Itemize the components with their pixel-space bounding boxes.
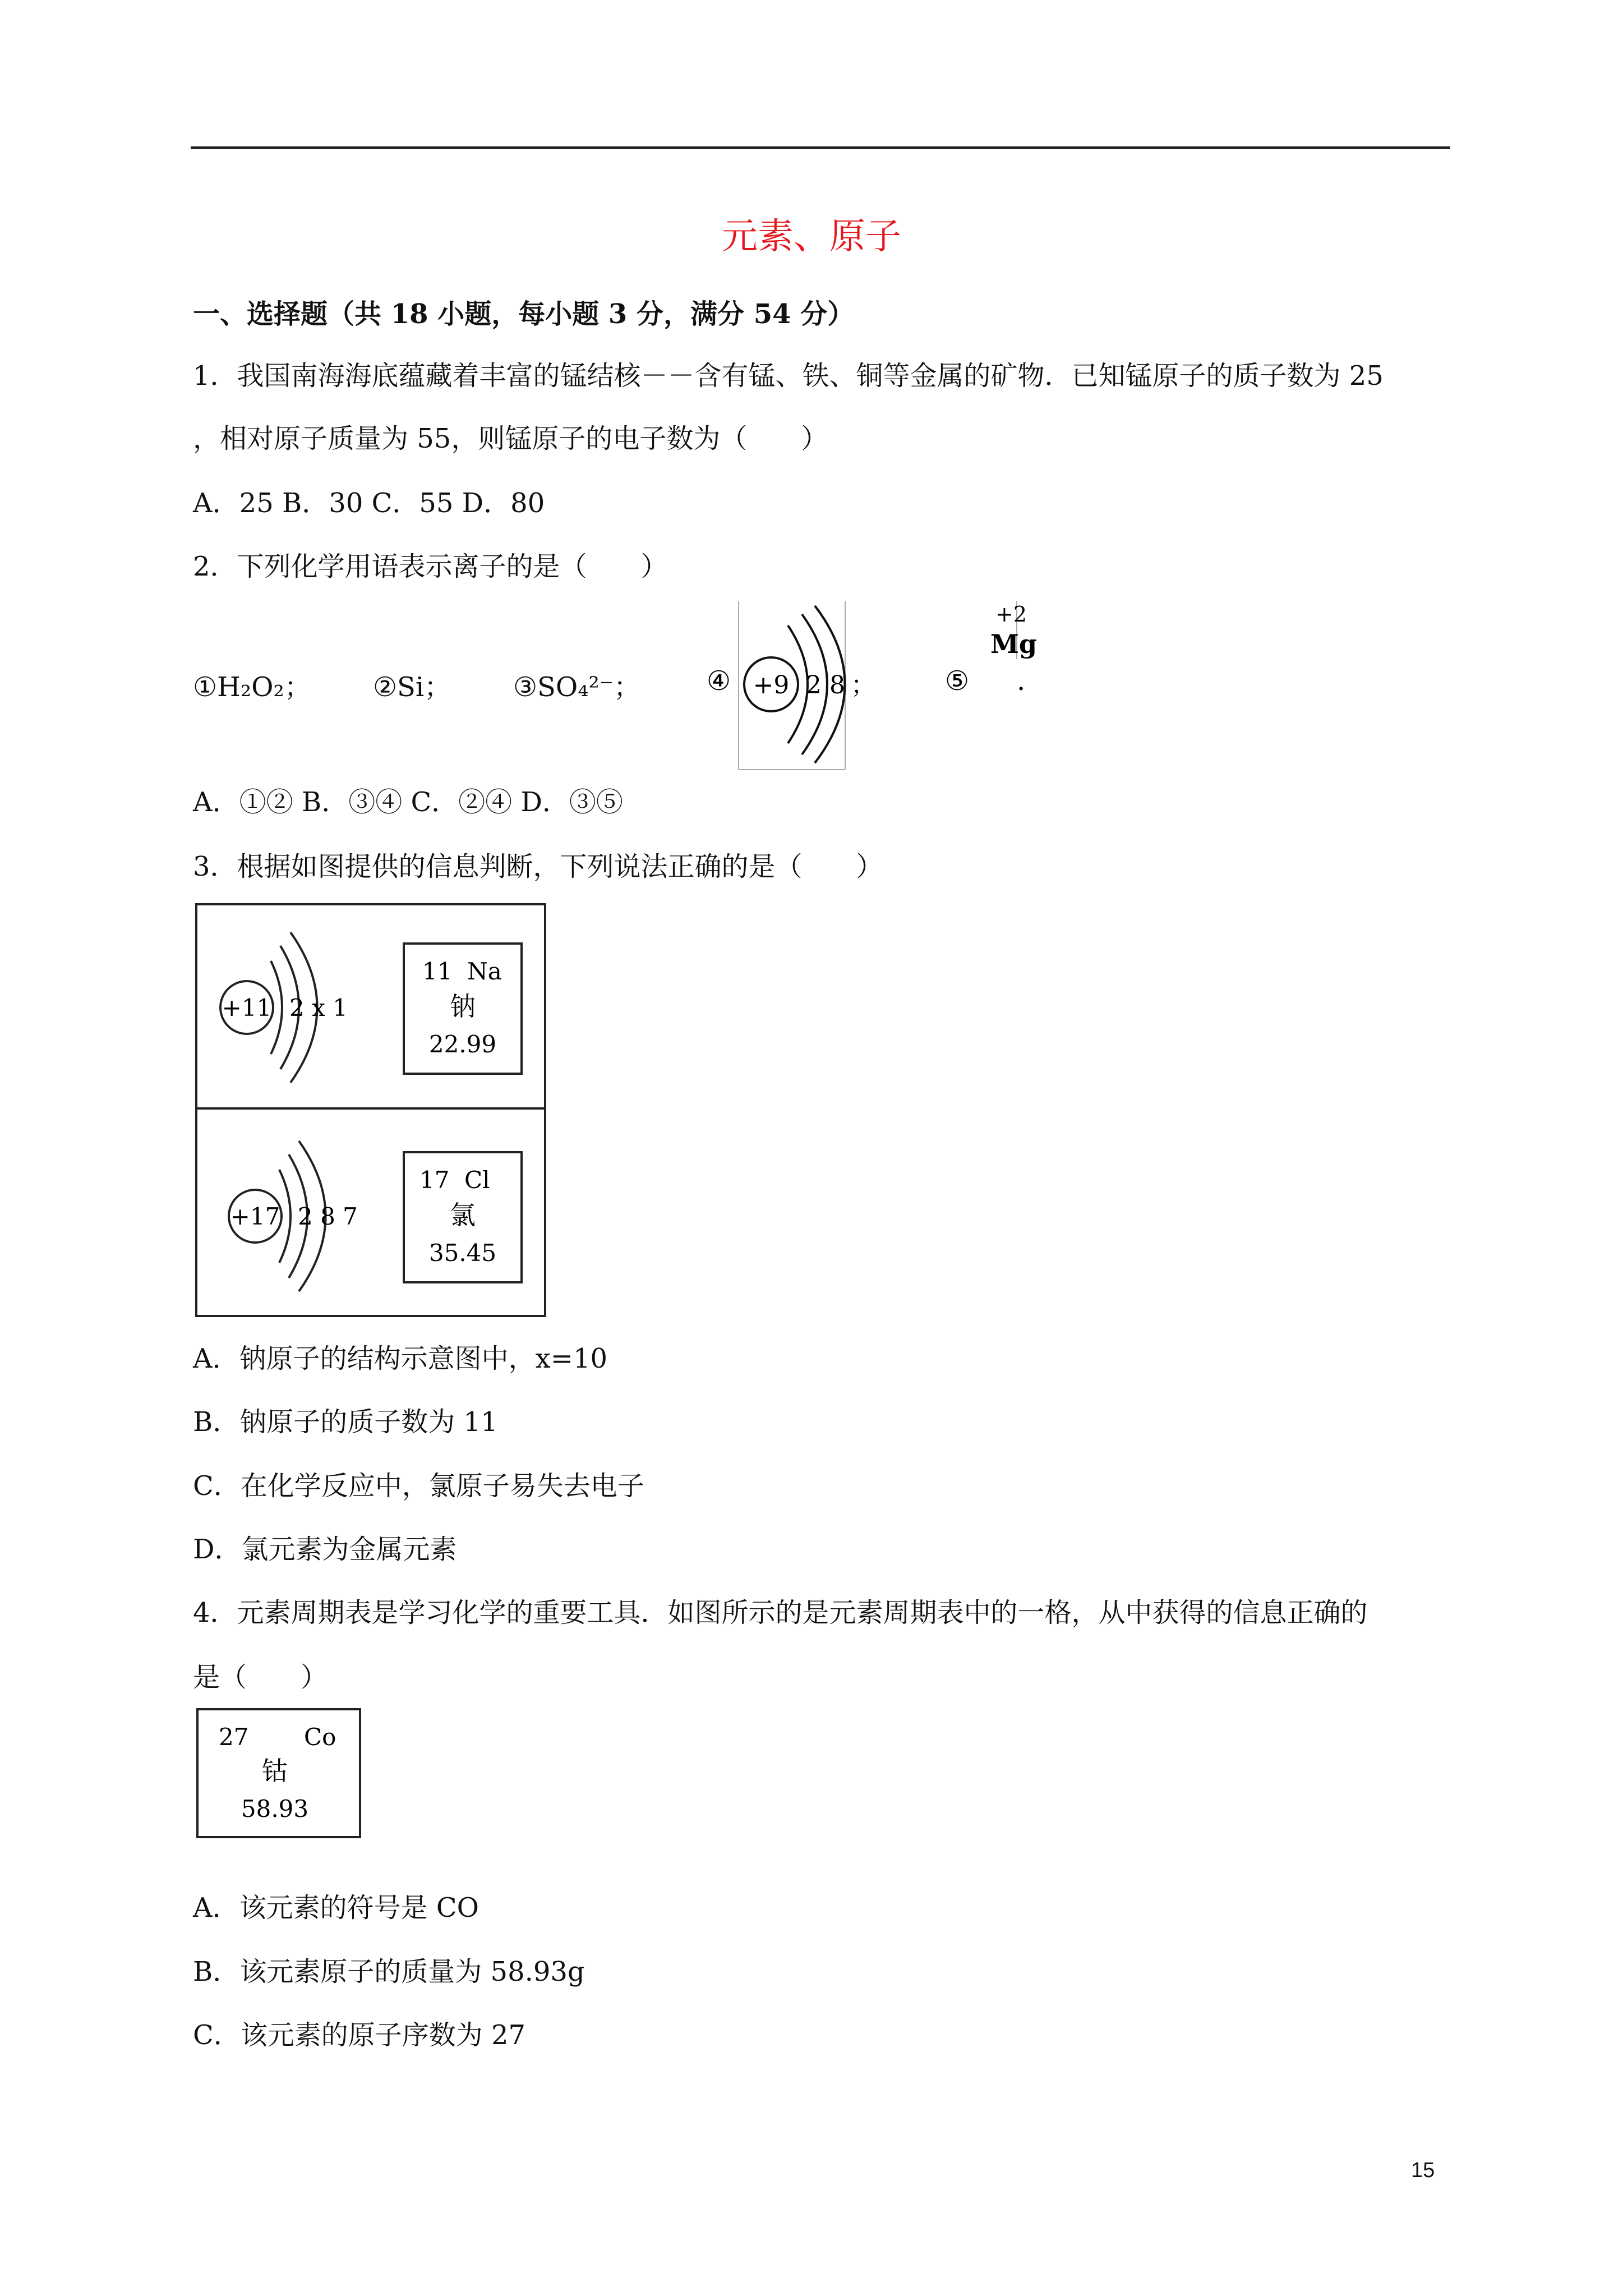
cl-symbol: Cl — [464, 1166, 490, 1194]
na-electron-counts: 2 x 1 — [289, 994, 348, 1022]
q2-item-1: ①H₂O₂； — [193, 671, 311, 703]
q4-option-c: C．该元素的原子序数为 27 — [193, 2019, 526, 2051]
q3-option-d: D．氯元素为金属元素 — [193, 1534, 457, 1565]
co-symbol: Co — [304, 1723, 336, 1751]
q1-stem-line1: 1．我国南海海底蕴藏着丰富的锰结核－－含有锰、铁、铜等金属的矿物．已知锰原子的质子数为 25 — [193, 360, 1384, 392]
q3-figure — [195, 903, 547, 1318]
q2-stem: 2．下列化学用语表示离子的是（ ） — [193, 551, 668, 582]
cl-nucleus-charge: +17 — [230, 1203, 280, 1230]
q4-option-b: B．该元素原子的质量为 58.93g — [193, 1956, 585, 1987]
nucleus-charge: +9 — [753, 671, 790, 700]
page-number: 15 — [1411, 2159, 1435, 2182]
q3-option-b: B．钠原子的质子数为 11 — [193, 1406, 498, 1438]
section-heading: 一、选择题（共 18 小题，每小题 3 分，满分 54 分） — [193, 298, 855, 330]
q2-item-4-label: ④ — [707, 665, 731, 697]
q2-ion-figures — [704, 595, 1040, 774]
q2-item-4-suffix: ； — [851, 671, 875, 700]
q2-item-4-diagram — [707, 601, 875, 770]
cobalt-element-cell — [196, 1708, 362, 1841]
q4-stem-line2: 是（ ） — [193, 1662, 328, 1693]
q2-item-3: ③SO₄²⁻； — [513, 671, 641, 703]
cl-electron-counts: 2 8 7 — [298, 1203, 358, 1230]
q1-options: A．25 B．30 C．55 D．80 — [193, 487, 545, 519]
page-title: 元素、原子 — [722, 216, 901, 257]
q2-item-5 — [945, 601, 1037, 697]
na-name: 钠 — [450, 991, 476, 1022]
electron-counts: 2 8 — [806, 671, 845, 700]
na-atomic-number: 11 — [422, 958, 453, 985]
q3-option-a: A．钠原子的结构示意图中，x=10 — [193, 1343, 608, 1374]
na-symbol: Na — [467, 958, 502, 985]
na-nucleus-charge: +11 — [222, 994, 272, 1022]
mg-valence-charge: +2 — [995, 602, 1027, 627]
q3-option-c: C．在化学反应中，氯原子易失去电子 — [193, 1470, 644, 1502]
q2-item-5-suffix: . — [1017, 665, 1026, 697]
cl-name: 氯 — [450, 1200, 476, 1230]
mg-symbol: Mg — [990, 629, 1038, 659]
co-atomic-number: 27 — [219, 1723, 249, 1751]
sodium-panel — [220, 932, 522, 1083]
q2-options: A．①② B．③④ C．②④ D．③⑤ — [193, 786, 623, 818]
q4-stem-line1: 4．元素周期表是学习化学的重要工具．如图所示的是元素周期表中的一格，从中获得的信息正确的 — [193, 1597, 1368, 1628]
q2-item-2: ②Si； — [373, 671, 451, 703]
q4-option-a: A．该元素的符号是 CO — [193, 1892, 479, 1924]
cl-atomic-number: 17 — [419, 1166, 450, 1194]
cl-atomic-mass: 35.45 — [428, 1239, 497, 1267]
na-atomic-mass: 22.99 — [428, 1030, 497, 1058]
q2-item-5-label: ⑤ — [945, 665, 970, 697]
co-atomic-mass: 58.93 — [241, 1795, 309, 1823]
q3-stem: 3．根据如图提供的信息判断，下列说法正确的是（ ） — [193, 851, 883, 882]
co-name: 钴 — [262, 1756, 288, 1786]
q1-stem-line2: ，相对原子质量为 55，则锰原子的电子数为（ ） — [193, 423, 828, 454]
header-rule — [191, 146, 1450, 149]
chlorine-panel — [229, 1141, 522, 1291]
